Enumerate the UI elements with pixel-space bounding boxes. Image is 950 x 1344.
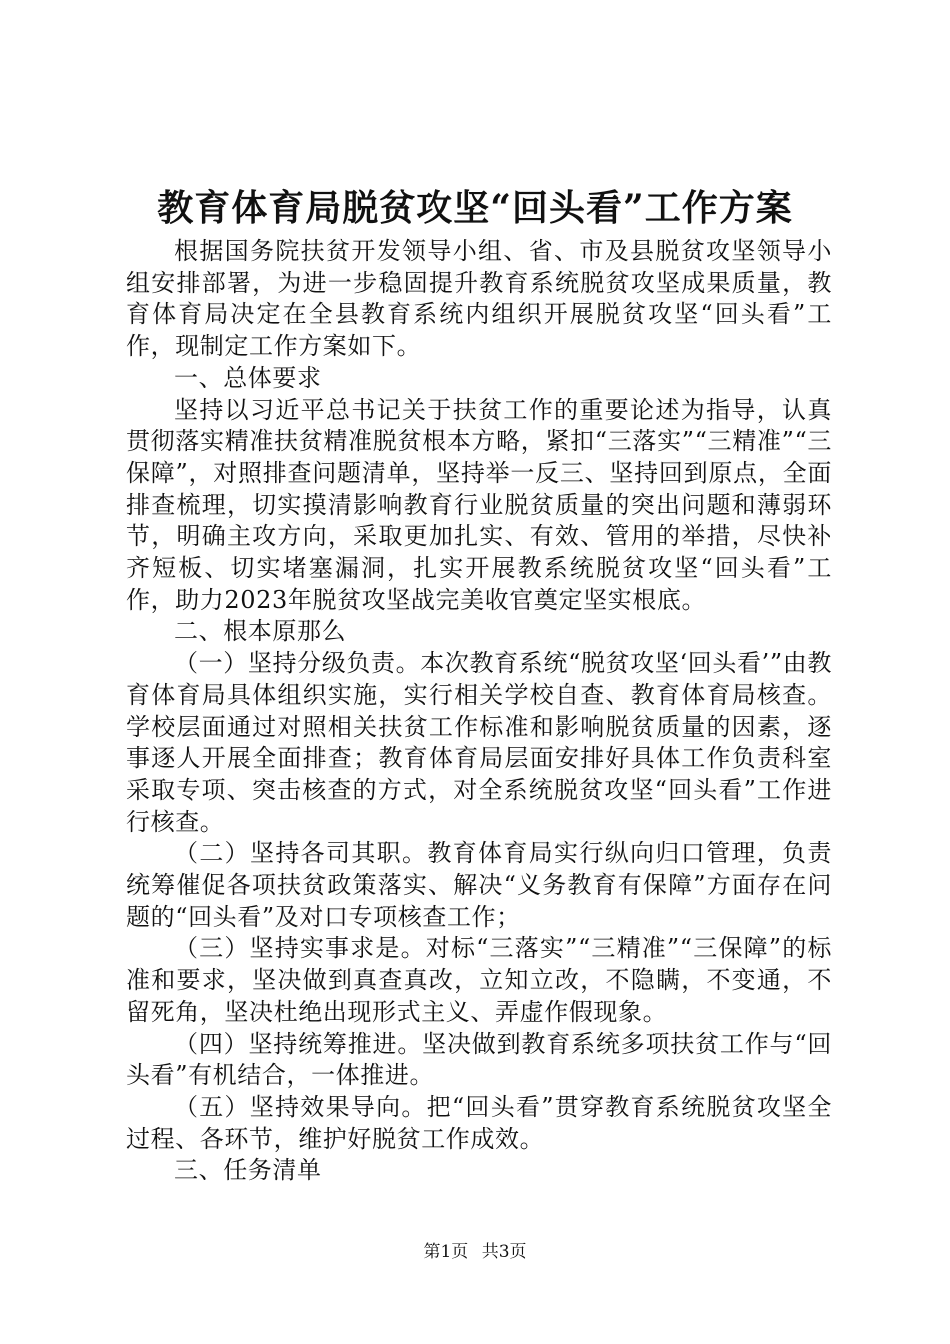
section-heading-task-list: 三、任务清单	[174, 1156, 322, 1185]
intro-paragraph: 根据国务院扶贫开发领导小组、省、市及县脱贫攻坚领导小组安排部署，为进一步稳固提升教育系统脱贫攻坚成果质量，教育体育局决定在全县教育系统内组织开展脱贫攻坚“回头看”工作，现制定工作方案如下。	[126, 237, 832, 361]
page-total: 共3页	[481, 1242, 527, 1262]
page-number: 第1页	[423, 1242, 469, 1262]
page-footer	[0, 1240, 950, 1264]
document-title: 教育体育局脱贫攻坚“回头看”工作方案	[157, 187, 793, 229]
principle-paragraph-4: （四）坚持统筹推进。坚决做到教育系统多项扶贫工作与“回头看”有机结合，一体推进。	[126, 1029, 832, 1090]
section-heading-general-requirements: 一、总体要求	[174, 363, 322, 392]
document-body	[126, 236, 832, 1187]
principle-paragraph-1: （一）坚持分级负责。本次教育系统“脱贫攻坚‘回头看’”由教育体育局具体组织实施，实行相关学校自查、教育体育局核查。学校层面通过对照相关扶贫工作标准和影响脱贫质量的因素，逐事逐人开展全面排查；教育体育局层面安排好具体工作负责科室采取专项、突击核查的方式，对全系统脱贫攻坚“回头看”工作进行核查。	[126, 649, 832, 836]
principle-paragraph-5: （五）坚持效果导向。把“回头看”贯穿教育系统脱贫攻坚全过程、各环节，维护好脱贫工作成效。	[126, 1092, 832, 1153]
principle-paragraph-3: （三）坚持实事求是。对标“三落实”“三精准”“三保障”的标准和要求，坚决做到真查真改，立知立改，不隐瞒，不变通，不留死角，坚决杜绝出现形式主义、弄虚作假现象。	[126, 934, 832, 1026]
general-requirements-paragraph: 坚持以习近平总书记关于扶贫工作的重要论述为指导，认真贯彻落实精准扶贫精准脱贫根本方略，紧扣“三落实”“三精准”“三保障”，对照排查问题清单，坚持举一反三、坚持回到原点，全面排查梳理，切实摸清影响教育行业脱贫质量的突出问题和薄弱环节，明确主攻方向，采取更加扎实、有效、管用的举措，尽快补齐短板、切实堵塞漏洞，扎实开展教系统脱贫攻坚“回头看”工作，助力2023年脱贫攻坚战完美收官奠定坚实根底。	[126, 395, 832, 614]
principle-paragraph-2: （二）坚持各司其职。教育体育局实行纵向归口管理，负责统筹催促各项扶贫政策落实、解决“义务教育有保障”方面存在问题的“回头看”及对口专项核查工作；	[126, 839, 832, 931]
section-heading-basic-principles: 二、根本原那么	[174, 617, 347, 646]
